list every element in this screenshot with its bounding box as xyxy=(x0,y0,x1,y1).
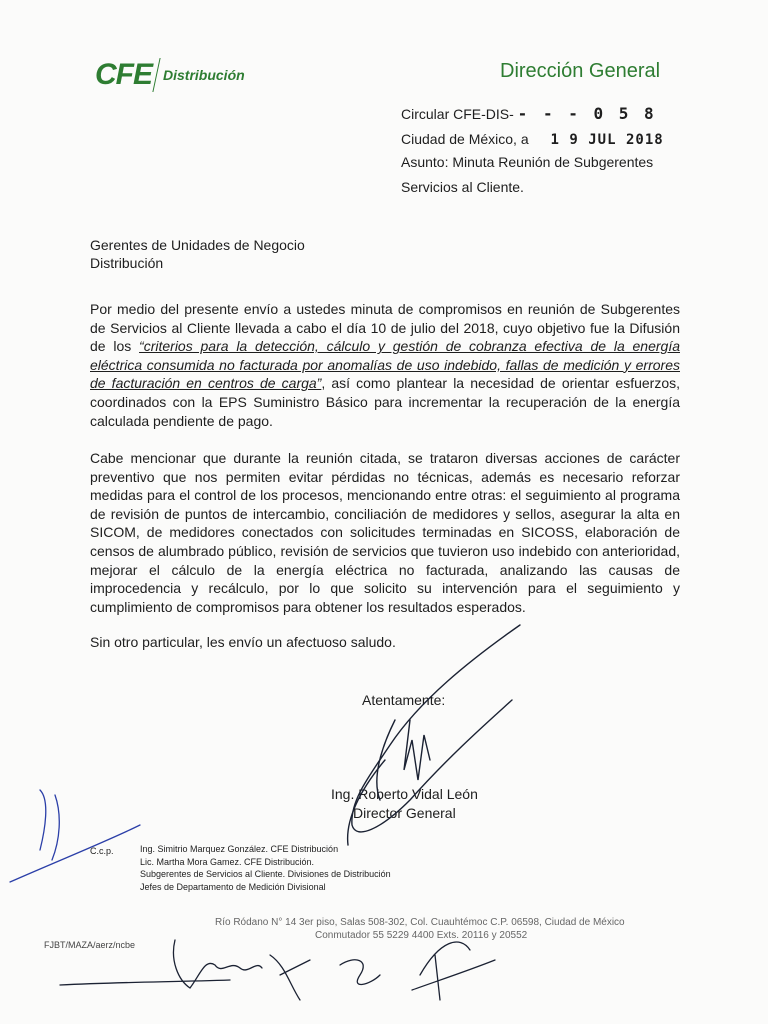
addressee xyxy=(90,236,305,272)
circular-line xyxy=(401,105,657,123)
logo-divider xyxy=(152,58,160,92)
addressee-line-1: Gerentes de Unidades de Negocio xyxy=(90,237,305,253)
ccp-recipient: Subgerentes de Servicios al Cliente. Divisiones de Distribución xyxy=(140,869,391,879)
date-line xyxy=(401,130,664,149)
ccp-list xyxy=(140,843,391,893)
salutation: Atentamente: xyxy=(362,692,446,708)
footer-address: Río Ródano N° 14 3er piso, Salas 508-302, Col. Cuauhtémoc C.P. 06598, Ciudad de México xyxy=(215,917,625,928)
circular-label: Circular CFE-DIS- xyxy=(401,106,514,122)
signer-title: Director General xyxy=(353,805,456,821)
reference-initials: FJBT/MAZA/aerz/ncbe xyxy=(44,940,136,950)
ccp-recipient: Jefes de Departamento de Medición Divisional xyxy=(140,881,326,892)
city-label: Ciudad de México, a xyxy=(401,131,529,147)
addressee-line-2: Distribución xyxy=(90,255,164,271)
cfe-logo xyxy=(95,58,245,92)
logo-subtitle: Distribución xyxy=(163,67,245,83)
paragraph-2: Cabe mencionar que durante la reunión citada, se trataron diversas acciones de carácter preventivo que nos permiten evitar pérdidas no técnicas, además es necesario reforzar medidas para el control de los procesos, mencionando entre otras: el seguimiento al programa de revisión de puntos de intercambio, conciliación de medidores y sellos, asegurar la alta en SICOM, de medidores conectados con solicitudes terminadas en SICOSS, elaboración de censos de alumbrado público, revisión de servicios que tuvieron uso indebido con anterioridad, mejorar el cálculo de la energía eléctrica no facturada, analizando las causas de improcedencia y recálculo, por lo que solicito su intervención para el seguimiento y cumplimiento de compromisos para obtener los resultados esperados. xyxy=(90,450,680,615)
paragraph-1 xyxy=(90,300,680,430)
ccp-recipient: Ing. Simitrio Marquez González. CFE Distribución xyxy=(140,844,339,854)
closing-line: Sin otro particular, les envío un afectuoso saludo. xyxy=(90,634,396,650)
paragraph-1-quote: “criterios para la detección, cálculo y gestión de cobranza efectiva de la energía eléctrica consumida no facturada por anomalías de uso indebido, fallas de medición y errores de facturación en centros de carga” xyxy=(90,338,680,392)
ccp-recipient: Lic. Martha Mora Gamez. CFE Distribución. xyxy=(140,856,315,867)
logo-text: CFE xyxy=(95,58,152,91)
initials-ink xyxy=(10,790,495,1000)
circular-number: - - - 0 5 8 xyxy=(517,104,657,123)
signer-name: Ing. Roberto Vidal León xyxy=(331,786,478,802)
paragraph-1-intro: Por medio del presente envío a ustedes minuta de compromisos en reunión de Subgerentes de Servicios al Cliente llevada a cabo el día 10 de julio del 2018, cuyo objetivo fue la Difusión de los xyxy=(90,301,680,355)
office-title: Dirección General xyxy=(500,60,661,82)
ccp-label: C.c.p. xyxy=(90,846,114,856)
paragraph-1-end: , así como plantear la necesidad de orientar esfuerzos, coordinados con la EPS Suministro Básico para incrementar la recuperación de la energía calculada pendiente de pago. xyxy=(90,375,680,429)
subject-line-2: Servicios al Cliente. xyxy=(401,179,524,195)
subject-line-1: Asunto: Minuta Reunión de Subgerentes xyxy=(401,154,654,170)
footer-phone: Conmutador 55 5229 4400 Exts. 20116 y 20552 xyxy=(315,930,528,941)
date-stamp: 1 9 JUL 2018 xyxy=(550,132,664,148)
